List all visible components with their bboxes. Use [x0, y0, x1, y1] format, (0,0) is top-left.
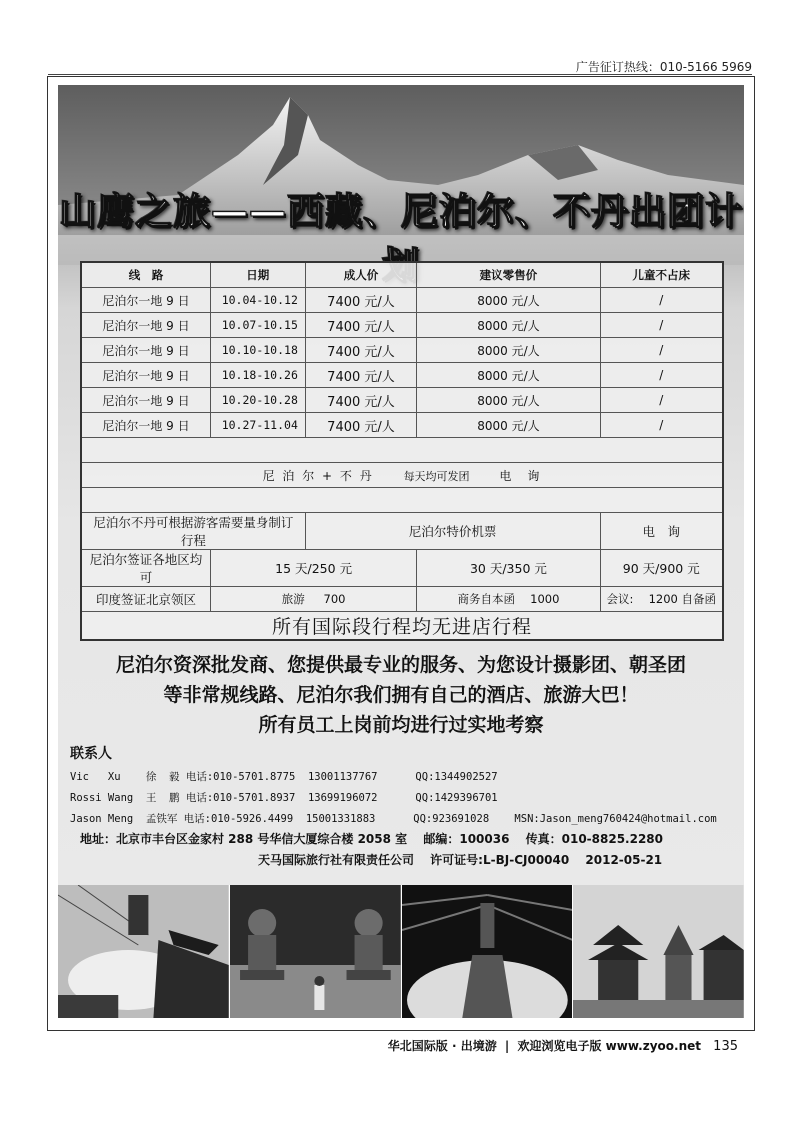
child-cell: / [600, 363, 723, 388]
child-cell: / [600, 338, 723, 363]
header-child: 儿童不占床 [600, 262, 723, 288]
ticket-ask-cell: 电 询 [600, 513, 723, 550]
table-row [81, 413, 723, 438]
bhutan-row [81, 463, 723, 488]
adult-price-cell: 7400 元/人 [305, 288, 417, 313]
route-cell: 尼泊尔一地 9 日 [81, 413, 210, 438]
no-shopping-cell: 所有国际段行程均无进店行程 [81, 612, 723, 641]
flags-stupa-photo [402, 885, 574, 1018]
bhutan-route: 尼 泊 尔 + 不 丹 [262, 468, 374, 483]
bhutan-note: 每天均可发团 [403, 469, 470, 483]
india-meeting-cell: 会议: 1200 自备函 [600, 587, 723, 612]
child-cell: / [600, 413, 723, 438]
contacts-heading: 联系人 [70, 746, 112, 762]
adult-price-cell: 7400 元/人 [305, 413, 417, 438]
india-visa-row [81, 587, 723, 612]
custom-itinerary-cell: 尼泊尔不丹可根据游客需要量身制订行程 [81, 513, 305, 550]
footer-slogan: 欢迎浏览电子版 www.zyoo.net [517, 1039, 701, 1053]
contact-line: Rossi Wang 王 鹏 电话:010-5701.8937 13699196072 QQ:1429396701 [70, 792, 498, 804]
stupa-photo [58, 885, 230, 1018]
promo-line-2: 等非常规线路、尼泊尔我们拥有自己的酒店、旅游大巴！ [163, 684, 639, 706]
child-cell: / [600, 288, 723, 313]
magazine-name: 华北国际版 · 出境游 [387, 1039, 497, 1053]
address-line: 地址：北京市丰台区金家村 288 号华信大厦综合楼 2058 室 邮编：100036 传真：010-8825.2280 [80, 832, 663, 846]
retail-price-cell: 8000 元/人 [417, 363, 600, 388]
bhutan-cell [81, 463, 723, 488]
ad-frame [47, 76, 755, 1031]
retail-price-cell: 8000 元/人 [417, 288, 600, 313]
promo-text [58, 650, 744, 740]
child-cell: / [600, 388, 723, 413]
table-row [81, 363, 723, 388]
contact-line: Jason Meng 孟铁军 电话:010-5926.4499 15001331883 QQ:923691028 MSN:Jason_meng760424@hotmail.com [70, 813, 717, 825]
date-cell: 10.27-11.04 [210, 413, 305, 438]
date-cell: 10.10-10.18 [210, 338, 305, 363]
blank-row [81, 438, 723, 463]
custom-row [81, 513, 723, 550]
route-cell: 尼泊尔一地 9 日 [81, 363, 210, 388]
date-cell: 10.18-10.26 [210, 363, 305, 388]
temples-photo [573, 885, 744, 1018]
promo-line-3: 所有员工上岗前均进行过实地考察 [258, 714, 544, 736]
child-cell: / [600, 313, 723, 338]
retail-price-cell: 8000 元/人 [417, 313, 600, 338]
ad-panel [58, 85, 744, 885]
adult-price-cell: 7400 元/人 [305, 363, 417, 388]
visa-90-cell: 90 天/900 元 [600, 550, 723, 587]
header-rule [48, 74, 752, 75]
adult-price-cell: 7400 元/人 [305, 313, 417, 338]
bhutan-ask: 电 询 [499, 468, 542, 483]
header-date: 日期 [210, 262, 305, 288]
table-row [81, 313, 723, 338]
route-cell: 尼泊尔一地 9 日 [81, 338, 210, 363]
visa-30-cell: 30 天/350 元 [417, 550, 600, 587]
india-tour-cell: 旅游 700 [210, 587, 416, 612]
table-row [81, 288, 723, 313]
adult-price-cell: 7400 元/人 [305, 388, 417, 413]
route-cell: 尼泊尔一地 9 日 [81, 388, 210, 413]
retail-price-cell: 8000 元/人 [417, 338, 600, 363]
header-retail: 建议零售价 [417, 262, 600, 288]
promo-line-1: 尼泊尔资深批发商、您提供最专业的服务、为您设计摄影团、朝圣团 [115, 654, 686, 676]
nepal-visa-row [81, 550, 723, 587]
company-line: 天马国际旅行社有限责任公司 许可证号:L-BJ-CJ00040 2012-05-21 [258, 853, 663, 867]
contact-line: Vic Xu 徐 毅 电话:010-5701.8775 13001137767 QQ:1344902527 [70, 771, 498, 783]
photo-strip [58, 885, 744, 1018]
table-header-row [81, 262, 723, 288]
ticket-cell: 尼泊尔特价机票 [305, 513, 600, 550]
date-cell: 10.20-10.28 [210, 388, 305, 413]
header-adult: 成人价 [305, 262, 417, 288]
page-footer [0, 1037, 738, 1054]
retail-price-cell: 8000 元/人 [417, 413, 600, 438]
route-cell: 尼泊尔一地 9 日 [81, 313, 210, 338]
footer-separator: | [504, 1039, 510, 1053]
date-cell: 10.07-10.15 [210, 313, 305, 338]
tour-schedule-table [80, 261, 724, 641]
blank-row [81, 488, 723, 513]
headline: 山鹰之旅——西藏、尼泊尔、不丹出团计 [59, 189, 743, 233]
india-business-cell: 商务自本函 1000 [417, 587, 600, 612]
ad-hotline: 广告征订热线：010-5166 5969 [575, 60, 752, 74]
nepal-visa-label: 尼泊尔签证各地区均可 [81, 550, 210, 587]
statues-photo [230, 885, 402, 1018]
date-cell: 10.04-10.12 [210, 288, 305, 313]
india-visa-label: 印度签证北京领区 [81, 587, 210, 612]
route-cell: 尼泊尔一地 9 日 [81, 288, 210, 313]
table-row [81, 388, 723, 413]
adult-price-cell: 7400 元/人 [305, 338, 417, 363]
table-row [81, 338, 723, 363]
header-route: 线 路 [81, 262, 210, 288]
retail-price-cell: 8000 元/人 [417, 388, 600, 413]
visa-15-cell: 15 天/250 元 [210, 550, 416, 587]
no-shopping-row [81, 612, 723, 641]
page-number: 135 [713, 1039, 738, 1054]
